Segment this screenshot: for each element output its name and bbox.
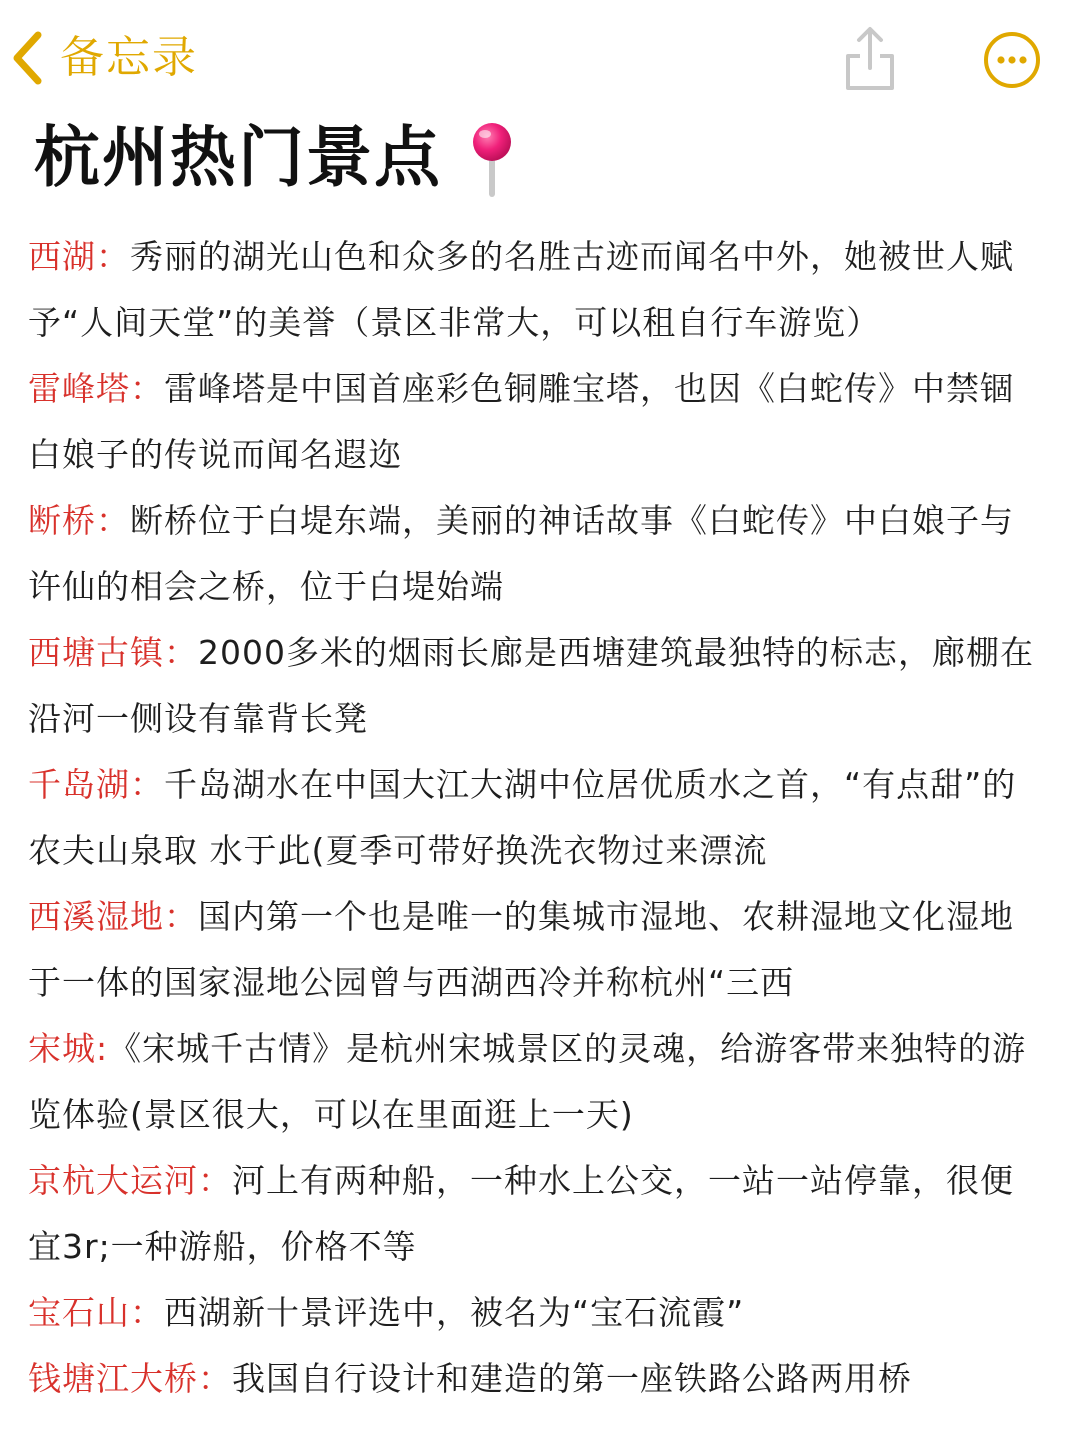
attraction-description: 国内第一个也是唯一的集城市湿地、农耕湿地文化湿地于一体的国家湿地公园曾与西湖西冷并称杭州“三西: [28, 897, 1014, 1002]
back-button[interactable]: [10, 26, 198, 90]
back-label: 备忘录: [60, 32, 198, 83]
attraction-item-xitang: [28, 620, 1038, 752]
attraction-item-qiandao-lake: [28, 752, 1038, 884]
attraction-item-xihu: [28, 224, 1038, 356]
attraction-name: 钱塘江大桥：: [28, 1359, 232, 1398]
attraction-name: 京杭大运河：: [28, 1161, 232, 1200]
attraction-name: 断桥：: [28, 501, 130, 540]
round-pushpin-icon: [468, 122, 516, 202]
attraction-name: 西溪湿地：: [28, 897, 198, 936]
attraction-name: 西湖：: [28, 237, 130, 276]
attraction-name: 西塘古镇：: [28, 633, 198, 672]
attraction-item-broken-bridge: [28, 488, 1038, 620]
attraction-name: 宝石山：: [28, 1293, 164, 1332]
attraction-description: 秀丽的湖光山色和众多的名胜古迹而闻名中外，她被世人赋予“人间天堂”的美誉（景区非常大，可以租自行车游览）: [28, 237, 1014, 342]
attraction-description: 我国自行设计和建造的第一座铁路公路两用桥: [232, 1359, 912, 1398]
attraction-list: [28, 224, 1038, 1412]
attraction-description: 河上有两种船，一种水上公交，一站一站停靠，很便宜3r;一种游船，价格不等: [28, 1161, 1014, 1266]
share-icon: [842, 77, 898, 96]
title-row: [34, 112, 516, 204]
more-options-icon: [982, 75, 1042, 94]
chevron-left-icon: [10, 30, 44, 86]
attraction-description: 雷峰塔是中国首座彩色铜雕宝塔，也因《白蛇传》中禁锢白娘子的传说而闻名遐迩: [28, 369, 1014, 474]
attraction-item-grand-canal: [28, 1148, 1038, 1280]
attraction-item-leifeng-pagoda: [28, 356, 1038, 488]
attraction-item-qiantang-bridge: [28, 1346, 1038, 1412]
attraction-name: 千岛湖：: [28, 765, 164, 804]
attraction-name: 宋城:: [28, 1029, 109, 1068]
attraction-item-xixi-wetland: [28, 884, 1038, 1016]
attraction-name: 雷峰塔：: [28, 369, 164, 408]
attraction-item-songcheng: [28, 1016, 1038, 1148]
attraction-item-baoshi-hill: [28, 1280, 1038, 1346]
attraction-description: 2000多米的烟雨长廊是西塘建筑最独特的标志，廊棚在沿河一侧设有靠背长凳: [28, 633, 1034, 738]
more-options-button[interactable]: [982, 30, 1042, 90]
share-button[interactable]: [842, 22, 898, 92]
nav-bar: [0, 0, 1080, 115]
attraction-description: 《宋城千古情》是杭州宋城景区的灵魂，给游客带来独特的游览体验(景区很大，可以在里面逛上一天): [28, 1029, 1027, 1134]
attraction-description: 千岛湖水在中国大江大湖中位居优质水之首，“有点甜”的农夫山泉取 水于此(夏季可带好换洗衣物过来漂流: [28, 765, 1017, 870]
attraction-description: 西湖新十景评选中，被名为“宝石流霞”: [164, 1293, 745, 1332]
attraction-description: 断桥位于白堤东端，美丽的神话故事《白蛇传》中白娘子与许仙的相会之桥，位于白堤始端: [28, 501, 1014, 606]
page-title: 杭州热门景点: [34, 119, 442, 196]
